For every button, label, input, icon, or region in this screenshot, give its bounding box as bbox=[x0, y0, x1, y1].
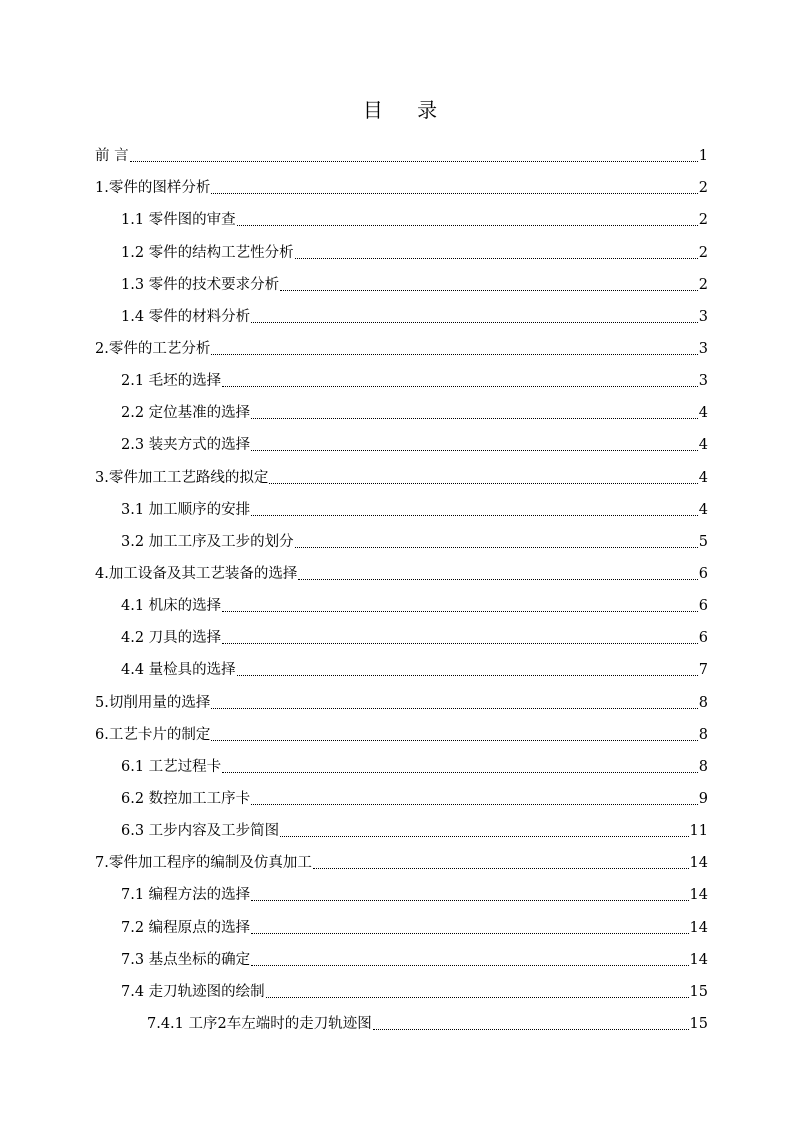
toc-entry[interactable] bbox=[95, 460, 708, 492]
toc-entry[interactable] bbox=[95, 782, 708, 814]
toc-entry-label: 6.工艺卡片的制定 bbox=[95, 726, 211, 743]
toc-entry-page: 9 bbox=[698, 790, 708, 807]
toc-entry[interactable] bbox=[95, 975, 708, 1007]
toc-entry-page: 11 bbox=[689, 823, 708, 840]
toc-title: 目 录 bbox=[362, 98, 452, 122]
dot-leader bbox=[222, 772, 698, 773]
toc-entry-label: 4.加工设备及其工艺装备的选择 bbox=[95, 565, 298, 582]
toc-entry-page: 5 bbox=[698, 533, 708, 550]
toc-entry-page: 6 bbox=[698, 598, 708, 615]
dot-leader bbox=[313, 868, 689, 869]
toc-entry[interactable] bbox=[95, 525, 708, 557]
toc-entry-label: 2.1 毛坯的选择 bbox=[121, 373, 222, 390]
toc-entry-page: 15 bbox=[689, 1015, 708, 1032]
dot-leader bbox=[211, 354, 697, 355]
toc-entry[interactable] bbox=[95, 750, 708, 782]
toc-entry-page: 14 bbox=[689, 855, 708, 872]
dot-leader bbox=[251, 322, 698, 323]
toc-entry[interactable] bbox=[95, 364, 708, 396]
dot-leader bbox=[251, 965, 688, 966]
toc-entry-label: 1.4 零件的材料分析 bbox=[121, 308, 251, 325]
toc-entry-label: 1.3 零件的技术要求分析 bbox=[121, 276, 280, 293]
toc-entry-label: 5.切削用量的选择 bbox=[95, 694, 211, 711]
toc-entry-label: 4.4 量检具的选择 bbox=[121, 662, 236, 679]
dot-leader bbox=[266, 997, 689, 998]
dot-leader bbox=[211, 708, 697, 709]
dot-leader bbox=[373, 1029, 689, 1030]
toc-entry-page: 2 bbox=[698, 212, 708, 229]
toc-entry[interactable] bbox=[95, 557, 708, 589]
toc-entry-label: 7.2 编程原点的选择 bbox=[121, 919, 251, 936]
toc-entry-label: 1.1 零件图的审查 bbox=[121, 212, 236, 229]
toc-entry[interactable] bbox=[95, 910, 708, 942]
toc-entry[interactable] bbox=[95, 396, 708, 428]
toc-entry-page: 14 bbox=[689, 887, 708, 904]
toc-entry-label: 1.零件的图样分析 bbox=[95, 180, 211, 197]
toc-entry[interactable] bbox=[95, 332, 708, 364]
toc-entry-page: 2 bbox=[698, 244, 708, 261]
toc-entry[interactable] bbox=[95, 268, 708, 300]
toc-entry-page: 7 bbox=[698, 662, 708, 679]
toc-entry-page: 4 bbox=[698, 469, 708, 486]
toc-entry[interactable] bbox=[95, 171, 708, 203]
dot-leader bbox=[295, 547, 698, 548]
toc-entry-page: 8 bbox=[698, 726, 708, 743]
toc-entry-page: 4 bbox=[698, 437, 708, 454]
toc-entry-label: 3.1 加工顺序的安排 bbox=[121, 501, 251, 518]
dot-leader bbox=[130, 161, 698, 162]
toc-entry-page: 8 bbox=[698, 758, 708, 775]
dot-leader bbox=[222, 386, 698, 387]
toc-entry[interactable] bbox=[95, 653, 708, 685]
toc-entry[interactable] bbox=[95, 943, 708, 975]
toc-entry-label: 4.2 刀具的选择 bbox=[121, 630, 222, 647]
toc-entry[interactable] bbox=[95, 878, 708, 910]
toc-entry[interactable] bbox=[95, 718, 708, 750]
toc-entry[interactable] bbox=[95, 493, 708, 525]
toc-entry-label: 7.1 编程方法的选择 bbox=[121, 887, 251, 904]
toc-entry-page: 4 bbox=[698, 501, 708, 518]
toc-entry[interactable] bbox=[95, 300, 708, 332]
toc-entry-label: 4.1 机床的选择 bbox=[121, 598, 222, 615]
toc-entry-label: 2.3 装夹方式的选择 bbox=[121, 437, 251, 454]
toc-entry-label: 2.2 定位基准的选择 bbox=[121, 405, 251, 422]
dot-leader bbox=[298, 579, 697, 580]
toc-entry[interactable] bbox=[95, 814, 708, 846]
toc-entry-page: 2 bbox=[698, 180, 708, 197]
dot-leader bbox=[295, 258, 698, 259]
toc-entry-label: 3.零件加工工艺路线的拟定 bbox=[95, 469, 269, 486]
toc-entry[interactable] bbox=[95, 139, 708, 171]
dot-leader bbox=[251, 933, 688, 934]
toc-entry-page: 15 bbox=[689, 983, 708, 1000]
toc-entry-page: 2 bbox=[698, 276, 708, 293]
dot-leader bbox=[251, 450, 698, 451]
dot-leader bbox=[251, 900, 688, 901]
toc-entry-page: 3 bbox=[698, 373, 708, 390]
toc-entry[interactable] bbox=[95, 203, 708, 235]
toc-entry-label: 7.4 走刀轨迹图的绘制 bbox=[121, 983, 265, 1000]
dot-leader bbox=[211, 193, 697, 194]
toc-entry-label: 3.2 加工工序及工步的划分 bbox=[121, 533, 294, 550]
toc-entry-page: 3 bbox=[698, 308, 708, 325]
table-of-contents bbox=[95, 139, 708, 1039]
toc-entry-label: 6.3 工步内容及工步简图 bbox=[121, 823, 280, 840]
toc-entry-page: 14 bbox=[689, 919, 708, 936]
toc-entry-label: 前 言 bbox=[95, 148, 129, 165]
toc-entry[interactable] bbox=[95, 589, 708, 621]
toc-entry-page: 14 bbox=[689, 951, 708, 968]
toc-entry[interactable] bbox=[95, 428, 708, 460]
toc-entry-label: 7.3 基点坐标的确定 bbox=[121, 951, 251, 968]
dot-leader bbox=[280, 836, 688, 837]
toc-entry-page: 6 bbox=[698, 565, 708, 582]
toc-entry-label: 2.零件的工艺分析 bbox=[95, 340, 211, 357]
dot-leader bbox=[222, 643, 698, 644]
toc-entry-page: 6 bbox=[698, 630, 708, 647]
toc-entry-label: 6.2 数控加工工序卡 bbox=[121, 790, 251, 807]
dot-leader bbox=[251, 418, 698, 419]
dot-leader bbox=[269, 483, 697, 484]
toc-entry-label: 7.4.1 工序2车左端时的走刀轨迹图 bbox=[147, 1015, 372, 1032]
toc-entry[interactable] bbox=[95, 621, 708, 653]
dot-leader bbox=[251, 515, 698, 516]
toc-entry-page: 8 bbox=[698, 694, 708, 711]
dot-leader bbox=[237, 225, 698, 226]
toc-entry-label: 1.2 零件的结构工艺性分析 bbox=[121, 244, 294, 261]
toc-entry-label: 6.1 工艺过程卡 bbox=[121, 758, 222, 775]
toc-entry[interactable] bbox=[95, 235, 708, 267]
toc-entry[interactable] bbox=[95, 685, 708, 717]
dot-leader bbox=[222, 611, 698, 612]
dot-leader bbox=[251, 804, 698, 805]
toc-entry-page: 1 bbox=[698, 148, 708, 165]
toc-entry[interactable] bbox=[95, 846, 708, 878]
dot-leader bbox=[237, 675, 698, 676]
toc-entry-label: 7.零件加工程序的编制及仿真加工 bbox=[95, 855, 312, 872]
toc-entry[interactable] bbox=[95, 1007, 708, 1039]
dot-leader bbox=[211, 740, 697, 741]
dot-leader bbox=[280, 290, 698, 291]
toc-entry-page: 4 bbox=[698, 405, 708, 422]
toc-entry-page: 3 bbox=[698, 340, 708, 357]
